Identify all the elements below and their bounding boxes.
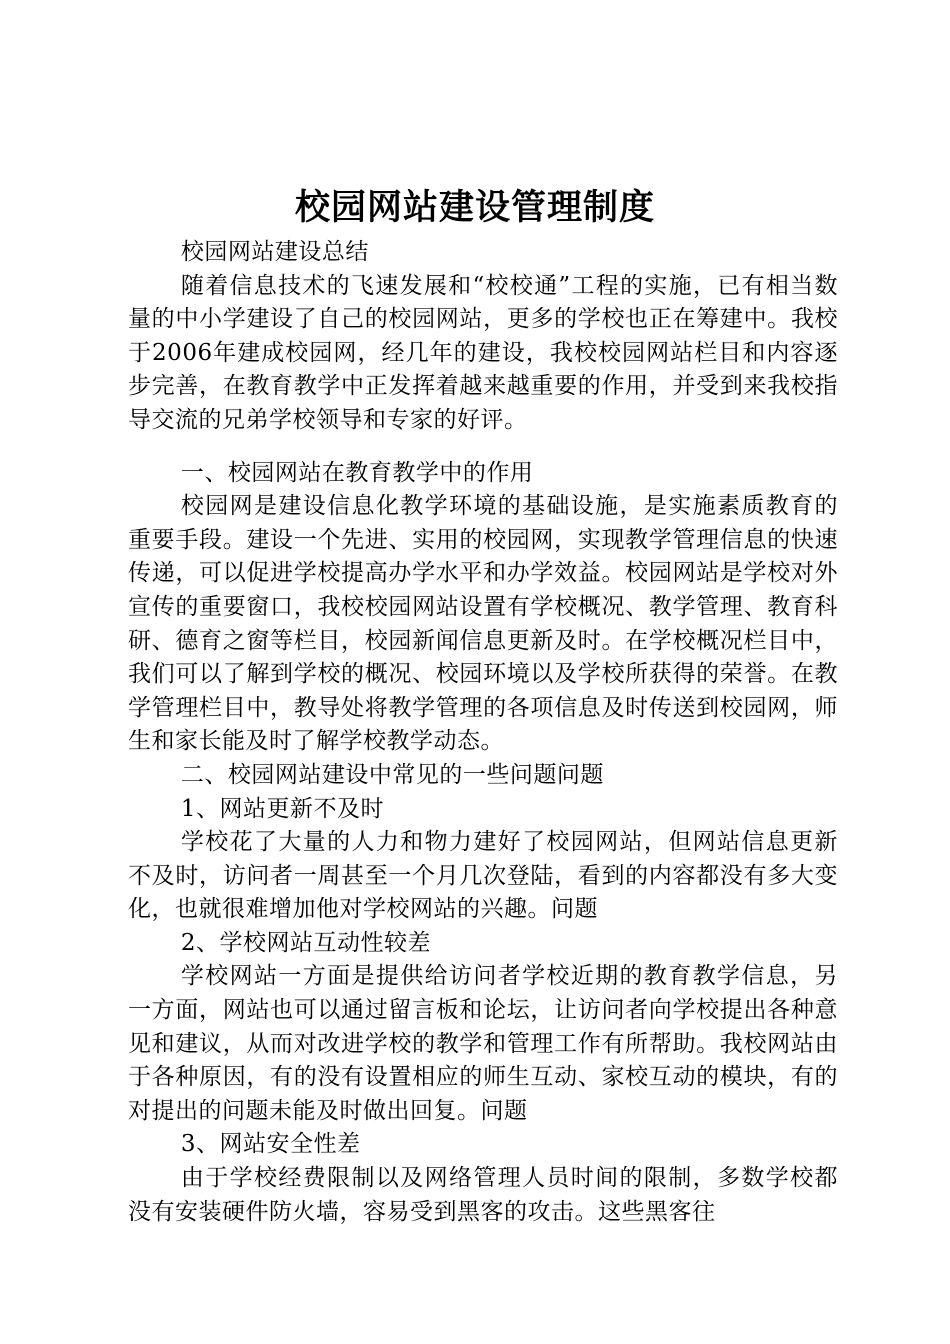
document-body	[128, 236, 838, 1229]
subheading-security: 3、网站安全性差	[180, 1131, 361, 1158]
paragraph-gap	[128, 438, 838, 457]
paragraph-role: 校园网是建设信息化教学环境的基础设施，是实施素质教育的重要手段。建设一个先进、实用的校园网，实现教学管理信息的快速传递，可以促进学校提高办学水平和办学效益。校园网站是学校对外宣传的重要窗口，我校校园网站设置有学校概况、教学管理、教育科研、德育之窗等栏目，校园新闻信息更新及时。在学校概况栏目中，我们可以了解到学校的概况、校园环境以及学校所获得的荣誉。在教学管理栏目中，教导处将教学管理的各项信息及时传送到校园网，师生和家长能及时了解学校教学动态。	[128, 493, 838, 755]
paragraph-summary-heading: 校园网站建设总结	[180, 239, 369, 265]
subheading-update: 1、网站更新不及时	[180, 795, 385, 822]
section-heading-role: 一、校园网站在教育教学中的作用	[180, 459, 534, 486]
paragraph-interaction: 学校网站一方面是提供给访问者学校近期的教育教学信息，另一方面，网站也可以通过留言板和论坛，让访问者向学校提出各种意见和建议，从而对改进学校的教学和管理工作有所帮助。我校网站由于各种原因，有的没有设置相应的师生互动、家校互动的模块，有的对提出的问题未能及时做出回复。问题	[128, 963, 838, 1124]
paragraph-intro: 随着信息技术的飞速发展和“校校通”工程的实施，已有相当数量的中小学建设了自己的校园网站，更多的学校也正在筹建中。我校于2006年建成校园网，经几年的建设，我校校园网站栏目和内容逐步完善，在教育教学中正发挥着越来越重要的作用，并受到来我校指导交流的兄弟学校领导和专家的好评。	[128, 272, 838, 433]
section-heading-problems: 二、校园网站建设中常见的一些问题问题	[180, 761, 604, 788]
paragraph-update: 学校花了大量的人力和物力建好了校园网站，但网站信息更新不及时，访问者一周甚至一个月几次登陆，看到的内容都没有多大变化，也就很难增加他对学校网站的兴趣。问题	[128, 829, 838, 923]
paragraph-security: 由于学校经费限制以及网络管理人员时间的限制，多数学校都没有安装硬件防火墙，容易受到黑客的攻击。这些黑客往	[128, 1165, 838, 1225]
document-title: 校园网站建设管理制度	[294, 187, 655, 228]
subheading-interaction: 2、学校网站互动性较差	[180, 929, 432, 956]
